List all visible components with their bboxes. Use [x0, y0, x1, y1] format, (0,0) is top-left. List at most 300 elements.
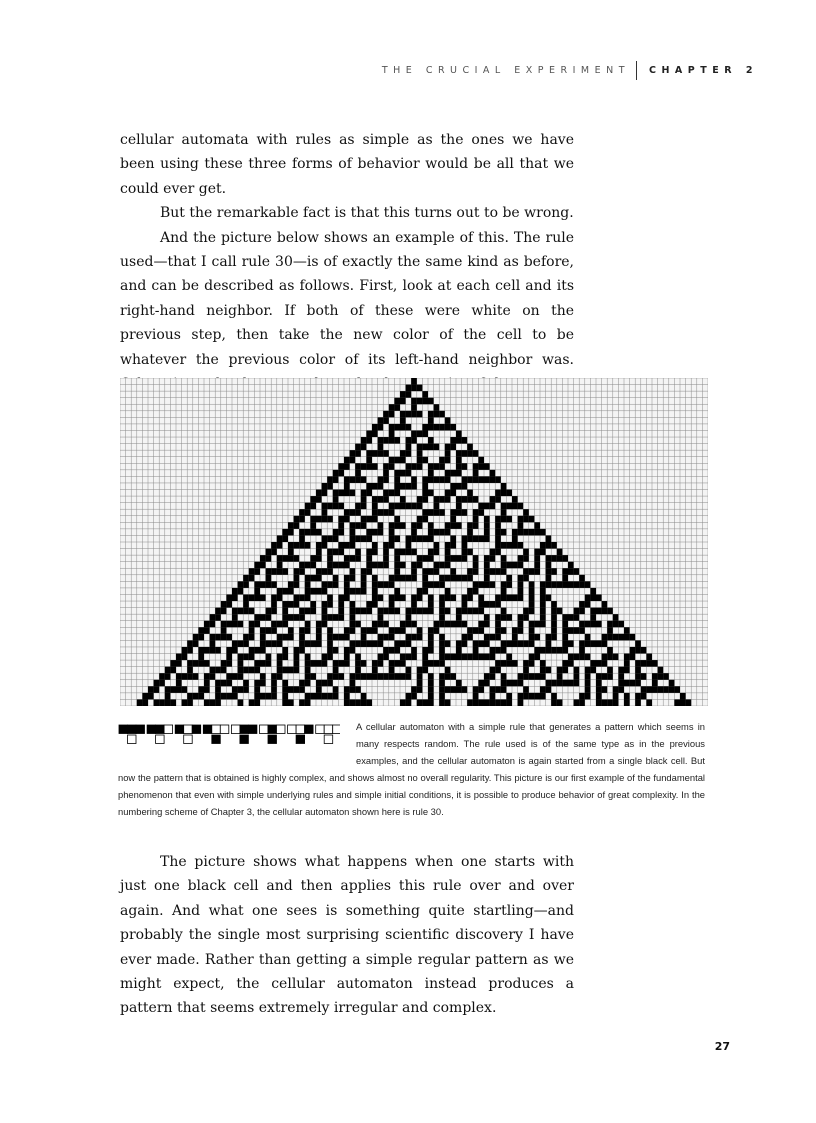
black-cell: [232, 621, 238, 628]
black-cell: [338, 470, 344, 477]
black-cell: [450, 516, 456, 523]
black-cell: [327, 673, 333, 680]
black-cell: [372, 549, 378, 556]
black-cell: [338, 608, 344, 615]
black-cell: [333, 549, 339, 556]
black-cell: [501, 529, 507, 536]
black-cell: [215, 614, 221, 621]
black-cell: [534, 555, 540, 562]
black-cell: [243, 581, 249, 588]
black-cell: [540, 693, 546, 700]
black-cell: [383, 555, 389, 562]
black-cell: [327, 581, 333, 588]
black-cell: [366, 535, 372, 542]
black-cell: [406, 549, 412, 556]
black-cell: [417, 398, 423, 405]
black-cell: [355, 535, 361, 542]
black-cell: [260, 594, 266, 601]
black-cell: [428, 549, 434, 556]
black-cell: [187, 667, 193, 674]
black-cell: [338, 542, 344, 549]
black-cell: [450, 654, 456, 661]
black-cell: [310, 640, 316, 647]
black-cell: [529, 594, 535, 601]
black-cell: [546, 634, 552, 641]
black-cell: [210, 614, 216, 621]
black-cell: [518, 503, 524, 510]
black-cell: [506, 581, 512, 588]
black-cell: [372, 640, 378, 647]
black-cell: [361, 693, 367, 700]
black-cell: [282, 529, 288, 536]
black-cell: [490, 693, 496, 700]
black-cell: [669, 680, 675, 687]
black-cell: [484, 601, 490, 608]
black-cell: [389, 627, 395, 634]
black-cell: [338, 614, 344, 621]
black-cell: [383, 542, 389, 549]
black-cell: [366, 457, 372, 464]
black-cell: [456, 496, 462, 503]
black-cell: [428, 647, 434, 654]
black-cell: [400, 654, 406, 661]
black-cell: [288, 634, 294, 641]
black-cell: [473, 568, 479, 575]
black-cell: [394, 549, 400, 556]
black-cell: [249, 634, 255, 641]
black-cell: [490, 699, 496, 706]
black-cell: [350, 529, 356, 536]
black-cell: [484, 614, 490, 621]
black-cell: [400, 457, 406, 464]
black-cell: [316, 588, 322, 595]
black-cell: [333, 614, 339, 621]
black-cell: [394, 490, 400, 497]
black-cell: [204, 647, 210, 654]
black-cell: [540, 647, 546, 654]
black-cell: [221, 660, 227, 667]
black-cell: [417, 686, 423, 693]
black-cell: [596, 660, 602, 667]
black-cell: [557, 699, 563, 706]
black-cell: [406, 608, 412, 615]
black-cell: [310, 516, 316, 523]
black-cell: [624, 680, 630, 687]
black-cell: [551, 693, 557, 700]
black-cell: [254, 621, 260, 628]
black-cell: [562, 647, 568, 654]
black-cell: [445, 470, 451, 477]
black-cell: [282, 568, 288, 575]
black-cell: [585, 667, 591, 674]
black-cell: [327, 568, 333, 575]
black-cell: [299, 614, 305, 621]
black-cell: [478, 581, 484, 588]
black-cell: [198, 686, 204, 693]
black-cell: [266, 575, 272, 582]
black-cell: [484, 680, 490, 687]
black-cell: [506, 562, 512, 569]
black-cell: [484, 476, 490, 483]
black-cell: [327, 594, 333, 601]
black-cell: [204, 699, 210, 706]
black-cell: [495, 686, 501, 693]
black-cell: [467, 654, 473, 661]
black-cell: [366, 430, 372, 437]
black-cell: [417, 496, 423, 503]
black-cell: [333, 673, 339, 680]
black-cell: [350, 621, 356, 628]
black-cell: [467, 699, 473, 706]
black-cell: [523, 640, 529, 647]
black-cell: [344, 654, 350, 661]
black-cell: [439, 621, 445, 628]
black-cell: [355, 667, 361, 674]
black-cell: [478, 594, 484, 601]
black-cell: [372, 581, 378, 588]
black-cell: [350, 568, 356, 575]
black-cell: [585, 680, 591, 687]
black-cell: [406, 411, 412, 418]
black-cell: [260, 680, 266, 687]
black-cell: [680, 699, 686, 706]
black-cell: [484, 522, 490, 529]
black-cell: [428, 555, 434, 562]
black-cell: [590, 667, 596, 674]
black-cell: [299, 542, 305, 549]
black-cell: [562, 680, 568, 687]
black-cell: [523, 660, 529, 667]
black-cell: [562, 614, 568, 621]
black-cell: [462, 437, 468, 444]
black-cell: [473, 476, 479, 483]
black-cell: [658, 686, 664, 693]
black-cell: [495, 516, 501, 523]
black-cell: [226, 654, 232, 661]
black-cell: [299, 640, 305, 647]
black-cell: [658, 673, 664, 680]
black-cell: [434, 444, 440, 451]
black-cell: [546, 667, 552, 674]
black-cell: [193, 660, 199, 667]
black-cell: [422, 660, 428, 667]
black-cell: [546, 680, 552, 687]
black-cell: [568, 627, 574, 634]
black-cell: [310, 588, 316, 595]
black-cell: [630, 634, 636, 641]
black-cell: [400, 549, 406, 556]
black-cell: [406, 483, 412, 490]
black-cell: [501, 542, 507, 549]
black-cell: [271, 549, 277, 556]
black-cell: [238, 667, 244, 674]
black-cell: [305, 660, 311, 667]
black-cell: [378, 529, 384, 536]
black-cell: [383, 437, 389, 444]
black-cell: [406, 634, 412, 641]
black-cell: [462, 496, 468, 503]
black-cell: [327, 516, 333, 523]
black-cell: [182, 686, 188, 693]
black-cell: [305, 673, 311, 680]
black-cell: [562, 627, 568, 634]
black-cell: [602, 608, 608, 615]
black-cell: [439, 673, 445, 680]
black-cell: [590, 588, 596, 595]
black-cell: [294, 522, 300, 529]
black-cell: [210, 621, 216, 628]
black-cell: [210, 640, 216, 647]
black-cell: [506, 542, 512, 549]
black-cell: [260, 562, 266, 569]
black-cell: [277, 660, 283, 667]
black-cell: [394, 424, 400, 431]
black-cell: [422, 444, 428, 451]
black-cell: [299, 699, 305, 706]
black-cell: [338, 601, 344, 608]
black-cell: [316, 529, 322, 536]
black-cell: [266, 654, 272, 661]
black-cell: [473, 562, 479, 569]
black-cell: [467, 450, 473, 457]
black-cell: [294, 686, 300, 693]
black-cell: [355, 476, 361, 483]
black-cell: [568, 581, 574, 588]
black-cell: [439, 614, 445, 621]
black-cell: [338, 594, 344, 601]
black-cell: [366, 549, 372, 556]
black-cell: [501, 608, 507, 615]
black-cell: [254, 680, 260, 687]
black-cell: [226, 647, 232, 654]
black-cell: [450, 568, 456, 575]
black-cell: [439, 411, 445, 418]
black-cell: [467, 608, 473, 615]
black-cell: [198, 647, 204, 654]
black-cell: [277, 555, 283, 562]
black-cell: [411, 654, 417, 661]
black-cell: [473, 627, 479, 634]
black-cell: [439, 608, 445, 615]
black-cell: [540, 542, 546, 549]
black-cell: [210, 647, 216, 654]
black-cell: [159, 680, 165, 687]
black-cell: [316, 640, 322, 647]
black-cell: [232, 673, 238, 680]
black-cell: [187, 673, 193, 680]
black-cell: [366, 516, 372, 523]
black-cell: [422, 555, 428, 562]
black-cell: [529, 601, 535, 608]
black-cell: [299, 594, 305, 601]
black-cell: [193, 634, 199, 641]
black-cell: [450, 686, 456, 693]
black-cell: [445, 542, 451, 549]
black-cell: [288, 588, 294, 595]
black-cell: [338, 503, 344, 510]
black-cell: [562, 634, 568, 641]
black-cell: [635, 660, 641, 667]
black-cell: [288, 522, 294, 529]
black-cell: [428, 568, 434, 575]
black-cell: [288, 686, 294, 693]
black-cell: [299, 535, 305, 542]
black-cell: [428, 673, 434, 680]
black-cell: [450, 542, 456, 549]
black-cell: [534, 647, 540, 654]
black-cell: [534, 634, 540, 641]
black-cell: [579, 575, 585, 582]
black-cell: [378, 522, 384, 529]
black-cell: [523, 673, 529, 680]
black-cell: [271, 673, 277, 680]
black-cell: [310, 693, 316, 700]
black-cell: [529, 621, 535, 628]
black-cell: [238, 699, 244, 706]
black-cell: [428, 463, 434, 470]
black-cell: [137, 699, 143, 706]
black-cell: [288, 549, 294, 556]
black-cell: [411, 398, 417, 405]
black-cell: [428, 444, 434, 451]
black-cell: [338, 463, 344, 470]
black-cell: [445, 424, 451, 431]
black-cell: [378, 450, 384, 457]
black-cell: [254, 699, 260, 706]
black-cell: [411, 529, 417, 536]
black-cell: [501, 483, 507, 490]
black-cell: [450, 437, 456, 444]
black-cell: [322, 680, 328, 687]
black-cell: [495, 542, 501, 549]
black-cell: [422, 398, 428, 405]
black-cell: [350, 699, 356, 706]
black-cell: [506, 699, 512, 706]
black-cell: [400, 522, 406, 529]
black-cell: [305, 627, 311, 634]
black-cell: [378, 640, 384, 647]
black-cell: [215, 699, 221, 706]
black-cell: [585, 581, 591, 588]
black-cell: [523, 568, 529, 575]
black-cell: [546, 575, 552, 582]
black-cell: [249, 699, 255, 706]
black-cell: [260, 634, 266, 641]
black-cell: [568, 640, 574, 647]
black-cell: [663, 673, 669, 680]
black-cell: [506, 575, 512, 582]
black-cell: [534, 522, 540, 529]
black-cell: [439, 693, 445, 700]
black-cell: [411, 522, 417, 529]
black-cell: [310, 496, 316, 503]
black-cell: [490, 568, 496, 575]
black-cell: [266, 693, 272, 700]
black-cell: [596, 699, 602, 706]
running-head-chapter-label: CHAPTER 2: [649, 65, 758, 76]
black-cell: [344, 660, 350, 667]
black-cell: [540, 581, 546, 588]
black-cell: [316, 542, 322, 549]
black-cell: [439, 562, 445, 569]
black-cell: [534, 562, 540, 569]
black-cell: [344, 634, 350, 641]
black-cell: [523, 509, 529, 516]
black-cell: [523, 614, 529, 621]
black-cell: [378, 496, 384, 503]
black-cell: [518, 699, 524, 706]
black-cell: [333, 575, 339, 582]
black-cell: [400, 660, 406, 667]
black-cell: [574, 699, 580, 706]
black-cell: [221, 634, 227, 641]
black-cell: [366, 640, 372, 647]
black-cell: [529, 588, 535, 595]
black-cell: [462, 549, 468, 556]
black-cell: [602, 673, 608, 680]
black-cell: [596, 608, 602, 615]
black-cell: [361, 535, 367, 542]
black-cell: [434, 463, 440, 470]
black-cell: [260, 581, 266, 588]
black-cell: [607, 608, 613, 615]
black-cell: [260, 673, 266, 680]
black-cell: [361, 463, 367, 470]
black-cell: [400, 496, 406, 503]
black-cell: [322, 588, 328, 595]
black-cell: [277, 542, 283, 549]
black-cell: [652, 686, 658, 693]
black-cell: [462, 621, 468, 628]
black-cell: [170, 667, 176, 674]
black-cell: [271, 601, 277, 608]
black-cell: [344, 555, 350, 562]
black-cell: [282, 588, 288, 595]
black-cell: [478, 627, 484, 634]
black-cell: [394, 470, 400, 477]
black-cell: [478, 608, 484, 615]
black-cell: [294, 575, 300, 582]
black-cell: [266, 608, 272, 615]
black-cell: [187, 660, 193, 667]
black-cell: [232, 686, 238, 693]
black-cell: [394, 404, 400, 411]
black-cell: [361, 444, 367, 451]
black-cell: [198, 660, 204, 667]
black-cell: [305, 594, 311, 601]
black-cell: [579, 654, 585, 661]
black-cell: [361, 673, 367, 680]
black-cell: [372, 594, 378, 601]
black-cell: [355, 686, 361, 693]
black-cell: [501, 581, 507, 588]
black-cell: [288, 555, 294, 562]
black-cell: [294, 542, 300, 549]
black-cell: [523, 608, 529, 615]
black-cell: [439, 509, 445, 516]
black-cell: [389, 424, 395, 431]
black-cell: [422, 588, 428, 595]
black-cell: [456, 614, 462, 621]
black-cell: [394, 503, 400, 510]
black-cell: [462, 601, 468, 608]
black-cell: [294, 660, 300, 667]
black-cell: [462, 542, 468, 549]
black-cell: [546, 535, 552, 542]
black-cell: [182, 647, 188, 654]
black-cell: [529, 660, 535, 667]
black-cell: [159, 699, 165, 706]
